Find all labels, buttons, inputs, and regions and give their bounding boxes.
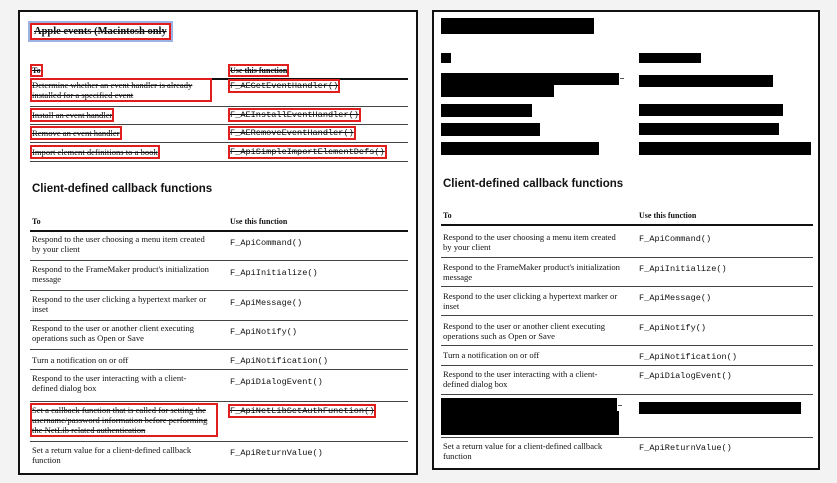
callback-row-func: F_ApiNetLibSetAuthFunction(): [230, 406, 375, 416]
callback-row-desc: Respond to the user clicking a hypertext marker or inset: [443, 291, 618, 311]
row-divider: [30, 320, 408, 321]
apple-row-desc: Remove an event handler: [32, 128, 120, 138]
callback-row-desc: Respond to the user or another client executing operations such as Open or Save: [32, 323, 195, 343]
callback-row-func: F_ApiNotification(): [639, 352, 737, 362]
apple-row-desc: Install an event handler: [32, 110, 113, 120]
callback-row-func: F_ApiReturnValue(): [639, 443, 732, 453]
callback-section-heading: Client-defined callback functions: [32, 183, 213, 195]
apple-col-header-use: Use this function: [230, 66, 288, 75]
callback-row-desc: Set a callback function that is called for setting the username/password information before performing the NetLib related authentication: [32, 405, 216, 435]
redacted-hyphen: [620, 78, 624, 79]
callback-row-desc: Respond to the user interacting with a client-defined dialog box: [443, 369, 598, 389]
callback-section-heading: Client-defined callback functions: [443, 178, 624, 190]
row-divider: [30, 142, 408, 143]
row-divider: [30, 290, 408, 291]
redacted-title: [441, 18, 594, 34]
callback-row-func: F_ApiNotify(): [230, 327, 298, 337]
col-header-to: To: [443, 211, 452, 220]
header-rule: [441, 224, 813, 226]
header-rule: [30, 230, 408, 232]
apple-row-func: F_AEInstallEventHandler(): [230, 110, 359, 120]
callback-row-func: F_ApiMessage(): [639, 293, 712, 303]
callback-row-desc: Respond to the user choosing a menu item created by your client: [443, 232, 616, 252]
callback-row-func: F_ApiDialogEvent(): [230, 377, 323, 387]
redacted-cell: [441, 104, 532, 117]
col-header-use: Use this function: [230, 217, 288, 226]
row-divider: [30, 260, 408, 261]
row-divider: [30, 106, 408, 107]
redacted-header: [441, 53, 451, 63]
redacted-cell: [441, 85, 554, 97]
row-divider: [30, 401, 408, 402]
callback-row-desc: Respond to the FrameMaker product's initialization message: [443, 262, 620, 282]
callback-row-desc: Turn a notification on or off: [32, 355, 129, 365]
redacted-hyphen: [618, 405, 622, 406]
callback-row-func: F_ApiNotify(): [639, 323, 707, 333]
right-document-page: [432, 10, 820, 470]
row-divider: [30, 369, 408, 370]
row-divider: [441, 286, 813, 287]
redacted-cell: [441, 411, 619, 423]
redacted-cell: [639, 123, 779, 135]
apple-row-desc: Determine whether an event handler is already installed for a specified event: [32, 80, 210, 100]
apple-events-heading: Apple events (Macintosh only: [30, 23, 171, 40]
callback-row-desc: Turn a notification on or off: [443, 350, 540, 360]
redacted-cell: [639, 402, 801, 414]
row-divider: [30, 349, 408, 350]
callback-row-func: F_ApiCommand(): [230, 238, 303, 248]
row-divider: [441, 315, 813, 316]
redacted-cell: [441, 142, 599, 155]
callback-row-desc: Respond to the user clicking a hypertext marker or inset: [32, 294, 207, 314]
callback-row-desc: Respond to the user or another client executing operations such as Open or Save: [443, 321, 606, 341]
redacted-header: [639, 53, 701, 63]
apple-row-func: F_AEGetEventHandler(): [230, 81, 339, 91]
callback-row-desc: Respond to the user choosing a menu item created by your client: [32, 234, 205, 254]
row-divider: [30, 441, 408, 442]
apple-row-func: F_AERemoveEventHandler(): [230, 128, 354, 138]
callback-row-func: F_ApiReturnValue(): [230, 448, 323, 458]
col-header-to: To: [32, 217, 41, 226]
apple-col-header-to: To: [32, 66, 41, 75]
callback-row-desc: Set a return value for a client-defined callback function: [443, 441, 603, 461]
redacted-cell: [441, 398, 617, 411]
row-divider: [30, 124, 408, 125]
apple-row-func: F_ApiSimpleImportElementDefs(): [230, 147, 385, 157]
row-divider: [441, 365, 813, 366]
left-document-page: [18, 10, 418, 475]
callback-row-desc: Respond to the FrameMaker product's initialization message: [32, 264, 209, 284]
callback-row-func: F_ApiCommand(): [639, 234, 712, 244]
apple-row-desc: Import element definitions to a book: [32, 147, 158, 157]
callback-row-func: F_ApiDialogEvent(): [639, 371, 732, 381]
callback-row-func: F_ApiMessage(): [230, 298, 303, 308]
col-header-use: Use this function: [639, 211, 697, 220]
callback-row-func: F_ApiInitialize(): [639, 264, 727, 274]
redacted-cell: [639, 142, 811, 155]
row-divider: [441, 257, 813, 258]
redacted-cell: [639, 75, 773, 87]
redacted-cell: [441, 423, 619, 435]
callback-row-func: F_ApiInitialize(): [230, 268, 318, 278]
redacted-cell: [441, 73, 619, 85]
redacted-cell: [441, 123, 540, 136]
row-divider: [441, 437, 813, 438]
row-divider: [30, 161, 408, 162]
row-divider: [441, 345, 813, 346]
row-divider: [441, 394, 813, 395]
callback-row-desc: Set a return value for a client-defined callback function: [32, 445, 192, 465]
callback-row-desc: Respond to the user interacting with a client-defined dialog box: [32, 373, 187, 393]
callback-row-func: F_ApiNotification(): [230, 356, 328, 366]
redacted-cell: [639, 104, 783, 116]
